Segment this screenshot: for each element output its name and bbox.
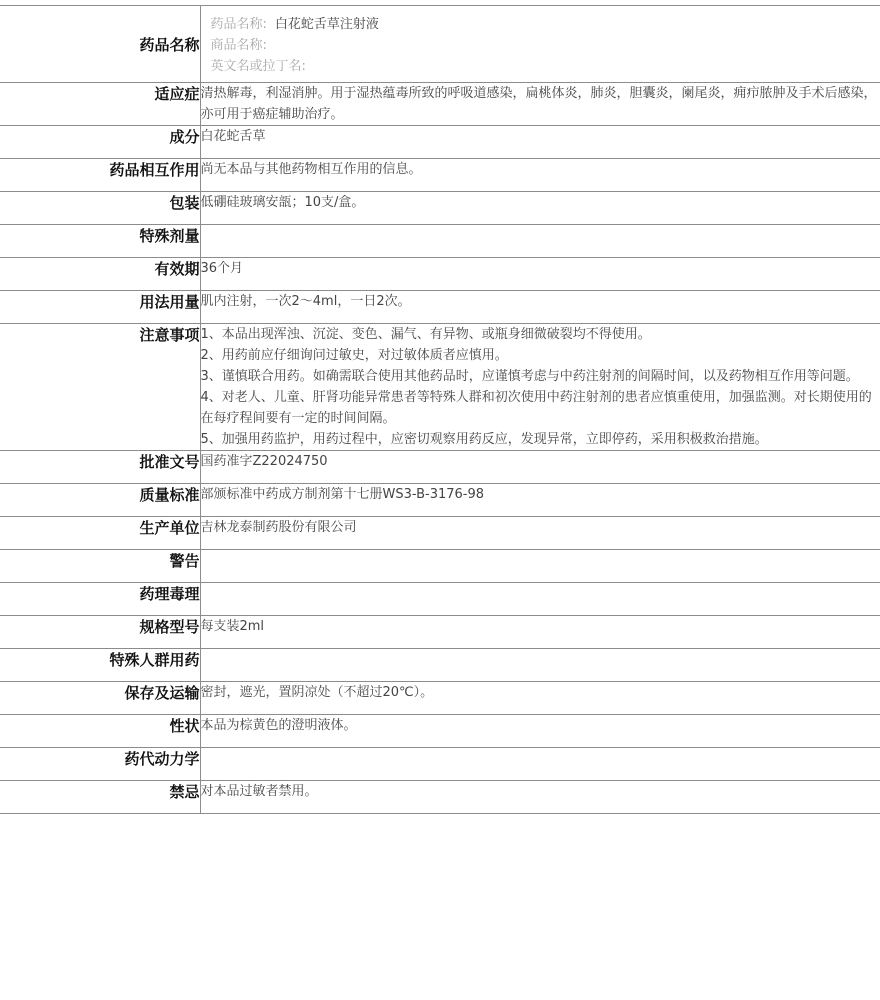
- row-label: 药品相互作用: [0, 159, 200, 192]
- row-value: [200, 484, 880, 517]
- row-value-line: 尚无本品与其他药物相互作用的信息。: [200, 162, 422, 177]
- row-label: 禁忌: [0, 781, 200, 814]
- info-row: [0, 258, 880, 291]
- row-value-line: 国药准字Z22024750: [200, 454, 328, 469]
- row-value: [200, 83, 880, 126]
- row-label: 包装: [0, 192, 200, 225]
- info-row: [0, 649, 880, 682]
- row-value-line: 密封，遮光，置阴凉处（不超过20℃）。: [200, 685, 434, 700]
- row-value: [200, 192, 880, 225]
- row-value: [200, 451, 880, 484]
- info-row: [0, 484, 880, 517]
- info-row: [0, 781, 880, 814]
- row-value-line: 2、用药前应仔细询问过敏史，对过敏体质者应慎用。: [200, 348, 508, 363]
- row-value-line: 肌内注射，一次2～4ml，一日2次。: [200, 294, 411, 309]
- row-value: [200, 225, 880, 258]
- drug-info-table: [0, 5, 880, 814]
- info-row: [0, 225, 880, 258]
- info-row: [0, 583, 880, 616]
- row-value: [200, 616, 880, 649]
- row-label: 特殊人群用药: [0, 649, 200, 682]
- row-value: [200, 126, 880, 159]
- row-value: [200, 583, 880, 616]
- row-value-line: 36个月: [200, 261, 244, 276]
- row-label: 用法用量: [0, 291, 200, 324]
- trade-name-label: 商品名称:: [210, 38, 267, 53]
- row-value: [200, 324, 880, 451]
- row-value-line: 3、谨慎联合用药。如确需联合使用其他药品时，应谨慎考虑与中药注射剂的间隔时间，以及药物相互作用等问题。: [200, 369, 859, 384]
- info-row: [0, 324, 880, 451]
- row-value-line: 低硼硅玻璃安瓿；10支/盒。: [200, 195, 365, 210]
- row-value-line: 吉林龙泰制药股份有限公司: [200, 520, 357, 535]
- info-row: [0, 192, 880, 225]
- row-value: [200, 291, 880, 324]
- info-row: [0, 451, 880, 484]
- row-value-line: 部颁标准中药成方制剂第十七册WS3-B-3176-98: [200, 487, 485, 502]
- row-value-line: 清热解毒，利湿消肿。用于湿热蕴毒所致的呼吸道感染，扁桃体炎，肺炎，胆囊炎，阑尾炎，痈疖脓肿及手术后感染，亦可用于癌症辅助治疗。: [200, 86, 877, 122]
- row-value: [200, 649, 880, 682]
- row-label: 批准文号: [0, 451, 200, 484]
- row-label: 有效期: [0, 258, 200, 291]
- info-row: [0, 517, 880, 550]
- row-label: 保存及运输: [0, 682, 200, 715]
- english-name-label: 英文名或拉丁名:: [210, 59, 306, 74]
- info-row: [0, 550, 880, 583]
- generic-name-label: 药品名称:: [210, 17, 267, 32]
- info-row: [0, 682, 880, 715]
- generic-name-value: 白花蛇舌草注射液: [274, 17, 379, 32]
- row-value-line: 4、对老人、儿童、肝肾功能异常患者等特殊人群和初次使用中药注射剂的患者应慎重使用，加强监测。对长期使用的在每疗程间要有一定的时间间隔。: [200, 390, 872, 426]
- row-label: 注意事项: [0, 324, 200, 451]
- info-row: [0, 748, 880, 781]
- row-value: [200, 715, 880, 748]
- row-value: [200, 258, 880, 291]
- row-label: 警告: [0, 550, 200, 583]
- row-value-line: 白花蛇舌草: [200, 129, 266, 144]
- row-value: [200, 550, 880, 583]
- row-value: [200, 781, 880, 814]
- info-row: [0, 616, 880, 649]
- row-value: [200, 159, 880, 192]
- row-label: 质量标准: [0, 484, 200, 517]
- row-label: 成分: [0, 126, 200, 159]
- row-value: [200, 517, 880, 550]
- drug-name-row: [0, 6, 880, 83]
- row-value-line: 对本品过敏者禁用。: [200, 784, 318, 799]
- info-row: [0, 83, 880, 126]
- row-label: 适应症: [0, 83, 200, 126]
- row-value-line: 每支装2ml: [200, 619, 265, 634]
- info-row: [0, 126, 880, 159]
- row-value: [200, 682, 880, 715]
- row-label: 生产单位: [0, 517, 200, 550]
- row-label: 药理毒理: [0, 583, 200, 616]
- row-value-line: 5、加强用药监护，用药过程中，应密切观察用药反应，发现异常，立即停药，采用积极救治措施。: [200, 432, 768, 447]
- info-row: [0, 159, 880, 192]
- row-label: 性状: [0, 715, 200, 748]
- row-label: 药品名称: [0, 6, 200, 83]
- row-value-line: 1、本品出现浑浊、沉淀、变色、漏气、有异物、或瓶身细微破裂均不得使用。: [200, 327, 651, 342]
- info-row: [0, 715, 880, 748]
- info-row: [0, 291, 880, 324]
- row-value-line: 本品为棕黄色的澄明液体。: [200, 718, 357, 733]
- drug-name-cell: [200, 6, 880, 83]
- row-label: 规格型号: [0, 616, 200, 649]
- row-label: 药代动力学: [0, 748, 200, 781]
- row-value: [200, 748, 880, 781]
- row-label: 特殊剂量: [0, 225, 200, 258]
